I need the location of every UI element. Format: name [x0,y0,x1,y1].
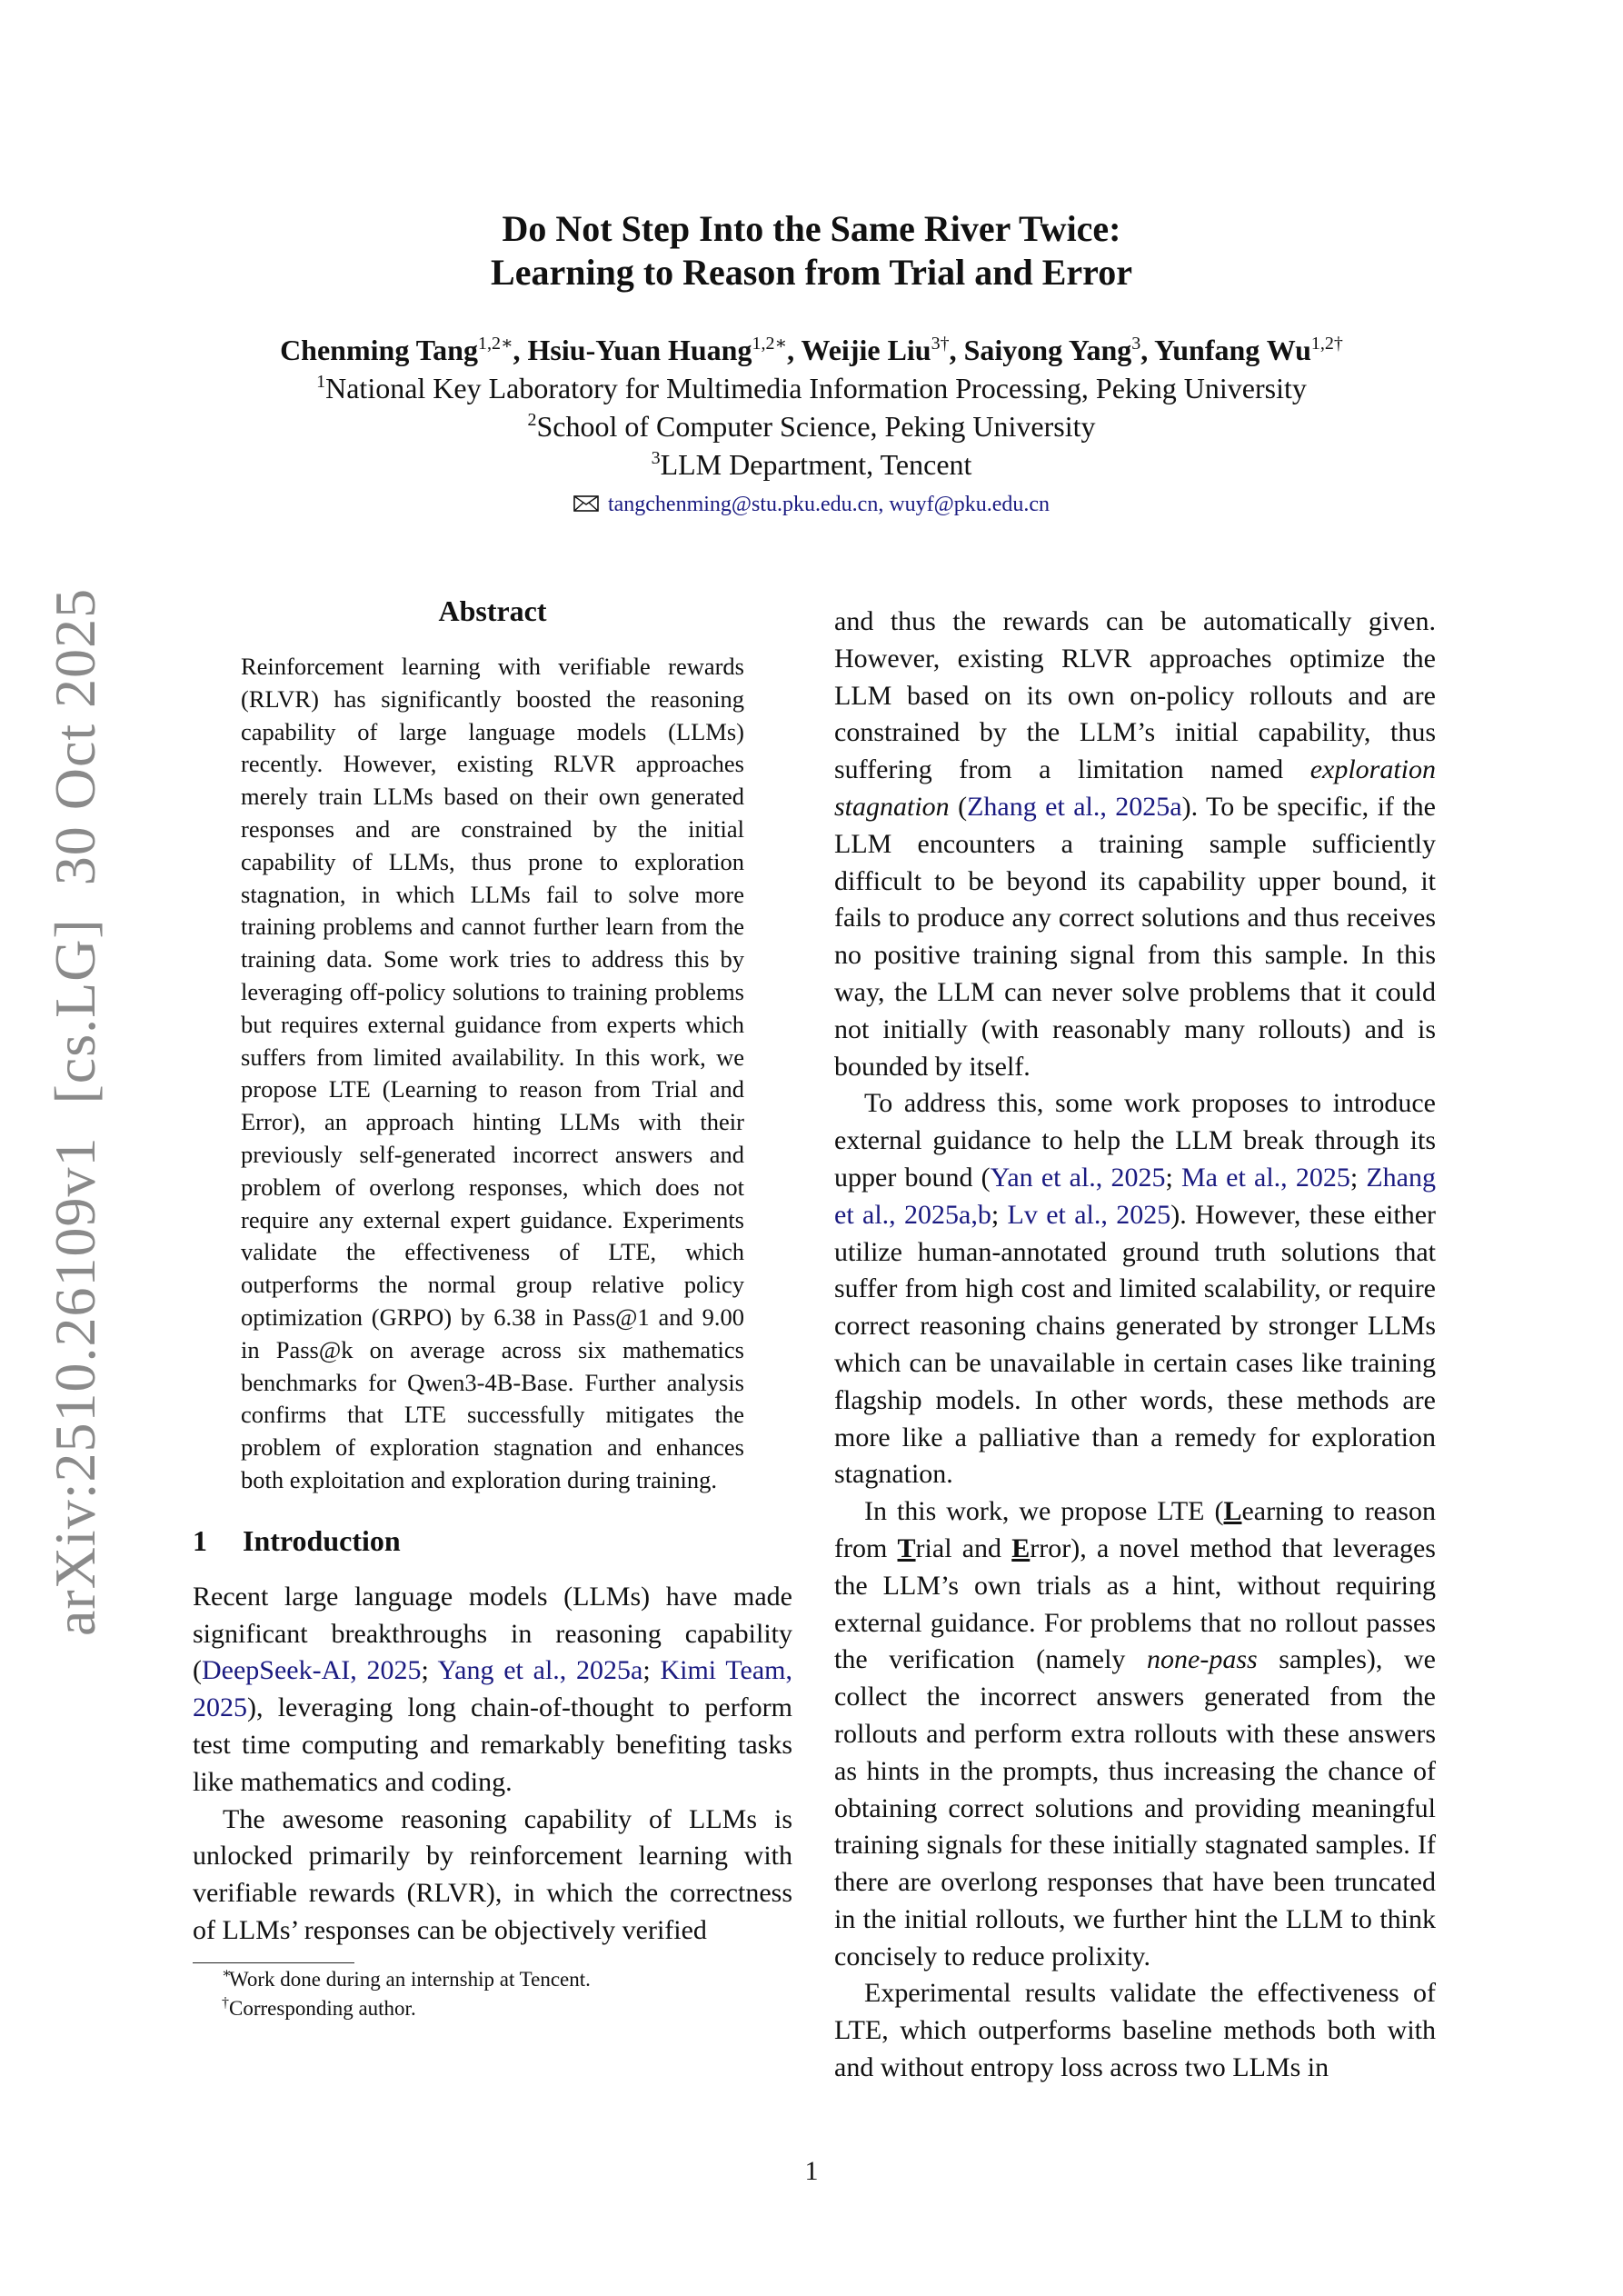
citation-link[interactable]: DeepSeek-AI, 2025 [202,1655,422,1686]
author-list: Chenming Tang$^{1,2∗}$, Hsiu-Yuan Huang$^{1,2∗}$, Weijie Liu$^{3\dagger}$, Saiyong Yang$^3$, Yunfang $Wu^{1,2\dagger}$ [280,334,1343,366]
left-column [193,593,792,2023]
intro-paragraph-2: The awesome reasoning capability of LLMs is unlocked primarily by reinforcement learning with verifiable rewards (RLVR), in which the correctness of LLMs’ responses can be objectively verified [193,1803,792,1945]
arxiv-identifier-stamp [42,555,109,1636]
author: Weijie Liu$^{3\dagger}$ [801,334,950,366]
author: Hsiu-Yuan Huang$^{1,2∗}$ [527,334,788,366]
footnote: † Corresponding author. [222,1994,416,2020]
section-heading-introduction: 1 Introduction [193,1523,401,1557]
abstract-body: Reinforcement learning with verifiable rewards (RLVR) has significantly boosted the reasoning capability of large language models (LLMs) recently. However, existing RLVR approaches merely train LLMs based on their own generated responses and are constrained by the initial capability of LLMs, thus prone to exploration stagnation, in which LLMs fail to solve more training problems and cannot further learn from the training data. Some work tries to address this by leveraging off-policy solutions to training problems but requires external guidance from experts which suffers from limited availability. In this work, we propose LTE (Learning to reason from Trial and Error), an approach hinting LLMs with their previously self-generated incorrect answers and problem of overlong responses, which does not require any external expert guidance. Experiments validate the effectiveness of LTE, which outperforms the normal group relative policy optimization (GRPO) by 6.38 in Pass@1 and 9.00 in Pass@k on average across six mathematics benchmarks for Qwen3-4B-Base. Further analysis confirms that LTE successfully mitigates the problem of exploration stagnation and enhances both exploitation and exploration during training. [241,653,744,1493]
arxiv-date: 30 Oct 2025 [43,587,107,886]
intro-paragraph-4: In this work, we propose LTE (Learning to reason from Trial and Error), a novel method that leverages the LLM’s own trials as a hint, without requiring external guidance. For problems that no rollout passes the verification (namely none-pass samples), we collect the incorrect answers generated from the rollouts and perform extra rollouts with these answers as hints in the prompts, thus increasing the chance of obtaining correct solutions and providing meaningful training signals for these initially stagnated samples. If there are overlong responses that have been truncated in the initial rollouts, we further hint the LLM to think concisely to reduce prolixity. [834,1496,1436,1972]
citation-link[interactable]: Yan et al., 2025 [990,1162,1166,1193]
citation-link[interactable]: Yang et al., 2025a [437,1655,643,1686]
arxiv-id: arXiv:2510.26109v1 [43,1136,107,1636]
abstract-heading: Abstract [438,594,547,627]
intro-paragraph-5: Experimental results validate the effectiveness of LTE, which outperforms baseline methods both with and without entropy loss across two LLMs in [834,1978,1436,2083]
title-line-1: Do Not Step Into the Same River Twice: [502,208,1121,249]
footnotes [193,1965,792,2023]
email-links[interactable]: tangchenming@stu.pku.edu.cn, wuyf@pku.edu.cn [607,493,1050,516]
footnote-divider [193,1962,354,1963]
right-column [834,604,1436,2087]
author: Chenming Tang$^{1,2∗}$ [280,334,513,366]
arxiv-category: [cs.LG] [43,918,107,1104]
contact-emails [0,489,1623,520]
paper-header [0,207,1623,520]
citation-link[interactable]: Lv et al., 2025 [1007,1199,1171,1230]
citation-link[interactable]: Zhang et al., 2025a,b [834,1162,1436,1230]
intro-paragraph-3: To address this, some work proposes to introduce external guidance to help the LLM break through its upper bound (Yan et al., 2025; Ma et al., 2025; Zhang et al., 2025a,b; Lv et al., 2025). However, these either utilize human-annotated ground truth solutions that suffer from high cost and limited scalability, or require correct reasoning chains generated by stronger LLMs which can be unavailable in certain cases like training flagship models. In other words, these methods are more like a palliative than a remedy for exploration stagnation. [834,1088,1436,1490]
envelope-icon [573,495,599,512]
affiliation: $^3$LLM Department, Tencent [651,448,972,481]
author: Yunfang $Wu^{1,2\dagger}$ [1154,334,1343,366]
title-line-2: Learning to Reason from Trial and Error [491,252,1132,293]
page-number: 1 [804,2156,819,2186]
citation-link[interactable]: Ma et al., 2025 [1181,1162,1350,1193]
footnote: ∗ Work done during an internship at Tencent. [222,1965,591,1991]
intro-paragraph-2-continued: and thus the rewards can be automatically given. However, existing RLVR approaches optimize the LLM based on its own on-policy rollouts and are constrained by the LLM’s initial capability, thus suffering from a limitation named exploration stagnation (Zhang et al., 2025a). To be specific, if the LLM encounters a training sample sufficiently difficult to be beyond its capability upper bound, it fails to produce any correct solutions and thus receives no positive training signal from this sample. In this way, the LLM can never solve problems that it could not initially (with reasonably many rollouts) and is bounded by itself. [834,606,1436,1082]
author: Saiyong Yang$^3$ [963,334,1141,366]
affiliation: $^2$School of Computer Science, Peking University [527,410,1096,443]
intro-paragraph-1: Recent large language models (LLMs) have made significant breakthroughs in reasoning capability (DeepSeek-AI, 2025; Yang et al., 2025a; Kimi Team, 2025), leveraging long chain-of-thought to perform test time computing and remarkably benefiting tasks like mathematics and coding. [193,1581,793,1797]
citation-link[interactable]: Zhang et al., 2025a [967,791,1182,822]
paper-title [0,207,1623,294]
affiliation: $^1$National Key Laboratory for Multimedia Information Processing, Peking University [316,372,1307,404]
citation-link[interactable]: Kimi Team, 2025 [193,1655,793,1723]
